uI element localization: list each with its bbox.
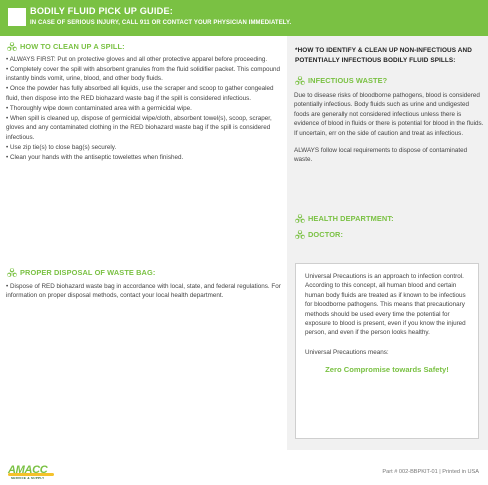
disposal-heading (6, 266, 283, 279)
header-checkbox-square (8, 8, 26, 26)
section-heading-text: PROPER DISPOSAL OF WASTE BAG: (20, 268, 156, 277)
disposal-list (6, 282, 283, 301)
page-title: BODILY FLUID PICK UP GUIDE: (30, 6, 174, 16)
health-department-heading (294, 212, 484, 225)
infectious-heading (294, 74, 484, 87)
list-item: • Dispose of RED biohazard waste bag in accordance with local, state, and federal regulations. For information on proper disposal methods, contact your local health department. (6, 283, 281, 300)
list-item: • ALWAYS FIRST: Put on protective gloves and all other protective apparel before proceeding. (6, 56, 268, 63)
logo-text: AMACC (8, 464, 48, 476)
doctor-heading (294, 228, 484, 241)
biohazard-icon (294, 229, 306, 241)
safety-slogan: Zero Compromise towards Safety! (325, 365, 449, 375)
section-heading-text: HOW TO CLEAN UP A SPILL: (20, 42, 125, 51)
list-item: • Clean your hands with the antiseptic towelettes when finished. (6, 153, 184, 161)
health-department-field (294, 212, 484, 225)
doctor-field (294, 228, 484, 241)
list-item: • Use zip tie(s) to close bag(s) securely. (6, 143, 117, 151)
header-banner (0, 0, 488, 36)
universal-precautions-box (295, 263, 479, 439)
right-panel-title: *HOW TO IDENTIFY & CLEAN UP NON-INFECTIOUS AND POTENTIALLY INFECTIOUS BODILY FLUID SPILLS: (295, 47, 472, 64)
right-panel (287, 36, 488, 450)
section-heading-text: DOCTOR: (308, 230, 344, 239)
clean-up-section (6, 40, 283, 163)
biohazard-icon (294, 75, 306, 87)
section-heading-text: INFECTIOUS WASTE? (308, 76, 388, 85)
company-logo (8, 464, 56, 482)
list-item: • When spill is cleaned up, dispose of germicidal wipe/cloth, absorbent towel(s), scoop, scraper, gloves and any contaminated clothing in the RED biohazard waste bag if the spill is considered infectious. (6, 114, 272, 141)
section-heading-text: HEALTH DEPARTMENT: (308, 214, 394, 223)
list-item: • Completely cover the spill with absorbent granules from the fluid solidifier packet. This compound instantly binds vomit, urine, blood, and other body fluids. (6, 66, 281, 83)
infectious-paragraph: Due to disease risks of bloodborne pathogens, blood is considered potentially infectious. Body fluids such as urine and undigested foods are generally not considered infectious unless there is evidence of blood in fluids or there is potential for blood in the fluids. If uncertain, err on the side of caution and treat as infectious. (294, 92, 484, 137)
clean-up-list (6, 55, 283, 162)
universal-precautions-means: Universal Precautions means: (305, 348, 389, 356)
biohazard-icon (294, 213, 306, 225)
list-item: • Thoroughly wipe down contaminated area with a germicidal wipe. (6, 104, 192, 112)
biohazard-icon (6, 267, 18, 279)
logo-tagline: SERVICE & SUPPLY (11, 476, 45, 480)
disposal-requirement-paragraph: ALWAYS follow local requirements to dispose of contaminated waste. (294, 147, 468, 164)
infectious-section (294, 74, 484, 165)
universal-precautions-text: Universal Precautions is an approach to infection control. According to this concept, all human blood and certain human body fluids are treated as if known to be infectious for bloodborne pathogens. This means that precautionary methods should be used every time the potential for exposure to blood is present, even if you know the injured person, and even if the person looks healthy. (305, 273, 466, 337)
disposal-section (6, 266, 283, 301)
list-item: • Once the powder has fully absorbed all liquids, use the scraper and scoop to gather congealed fluid, then dispose into the RED biohazard waste bag if the spill is considered infectious. (6, 85, 274, 102)
page-subtitle: IN CASE OF SERIOUS INJURY, CALL 911 OR CONTACT YOUR PHYSICIAN IMMEDIATELY. (30, 20, 292, 26)
part-number: Part # 002-BBPKIT-01 | Printed in USA (382, 469, 479, 475)
clean-up-heading (6, 40, 283, 53)
biohazard-icon (6, 41, 18, 53)
